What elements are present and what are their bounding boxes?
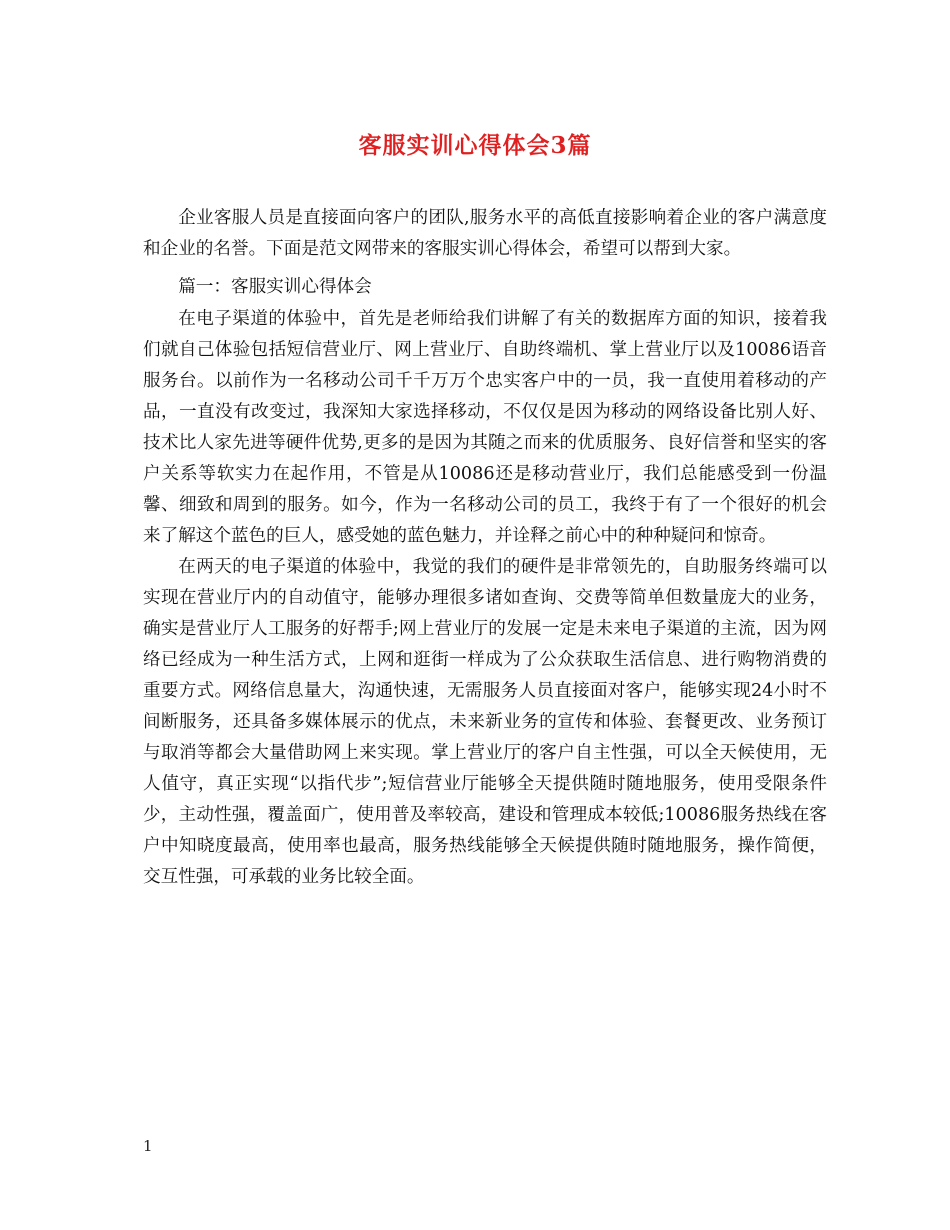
body-paragraph: 在电子渠道的体验中，首先是老师给我们讲解了有关的数据库方面的知识，接着我们就自己体验包括短信营业厅、网上营业厅、自助终端机、掌上营业厅以及10086语音服务台。以前作为一名移动公司千千万万个忠实客户中的一员，我一直使用着移动的产品，一直没有改变过，我深知大家选择移动，不仅仅是因为移动的网络设备比别人好、技术比人家先进等硬件优势,更多的是因为其随之而来的优质服务、良好信誉和坚实的客户关系等软实力在起作用，不管是从10086还是移动营业厅，我们总能感受到一份温馨、细致和周到的服务。如今，作为一名移动公司的员工，我终于有了一个很好的机会来了解这个蓝色的巨人，感受她的蓝色魅力，并诠释之前心中的种种疑问和惊奇。 <box>143 309 827 546</box>
document-title: 客服实训心得体会3篇 <box>358 132 592 159</box>
page-number: 1 <box>143 1137 153 1155</box>
body-paragraph: 在两天的电子渠道的体验中，我觉的我们的硬件是非常领先的，自助服务终端可以实现在营业厅内的自动值守，能够办理很多诸如查询、交费等简单但数量庞大的业务，确实是营业厅人工服务的好帮手;网上营业厅的发展一定是未来电子渠道的主流，因为网络已经成为一种生活方式，上网和逛街一样成为了公众获取生活信息、进行购物消费的重要方式。网络信息量大，沟通快速，无需服务人员直接面对客户，能够实现24小时不间断服务，还具备多媒体展示的优点，未来新业务的宣传和体验、套餐更改、业务预订与取消等都会大量借助网上来实现。掌上营业厅的客户自主性强，可以全天候使用，无人值守，真正实现“以指代步”;短信营业厅能够全天提供随时随地服务，使用受限条件少，主动性强，覆盖面广，使用普及率较高，建设和管理成本较低;10086服务热线在客户中知晓度最高，使用率也最高，服务热线能够全天候提供随时随地服务，操作简便，交互性强，可承载的业务比较全面。 <box>143 557 827 887</box>
section-heading: 篇一：客服实训心得体会 <box>178 277 372 297</box>
intro-paragraph: 企业客服人员是直接面向客户的团队,服务水平的高低直接影响着企业的客户满意度和企业的名誉。下面是范文网带来的客服实训心得体会，希望可以帮到大家。 <box>143 208 827 259</box>
document-body <box>143 203 827 893</box>
